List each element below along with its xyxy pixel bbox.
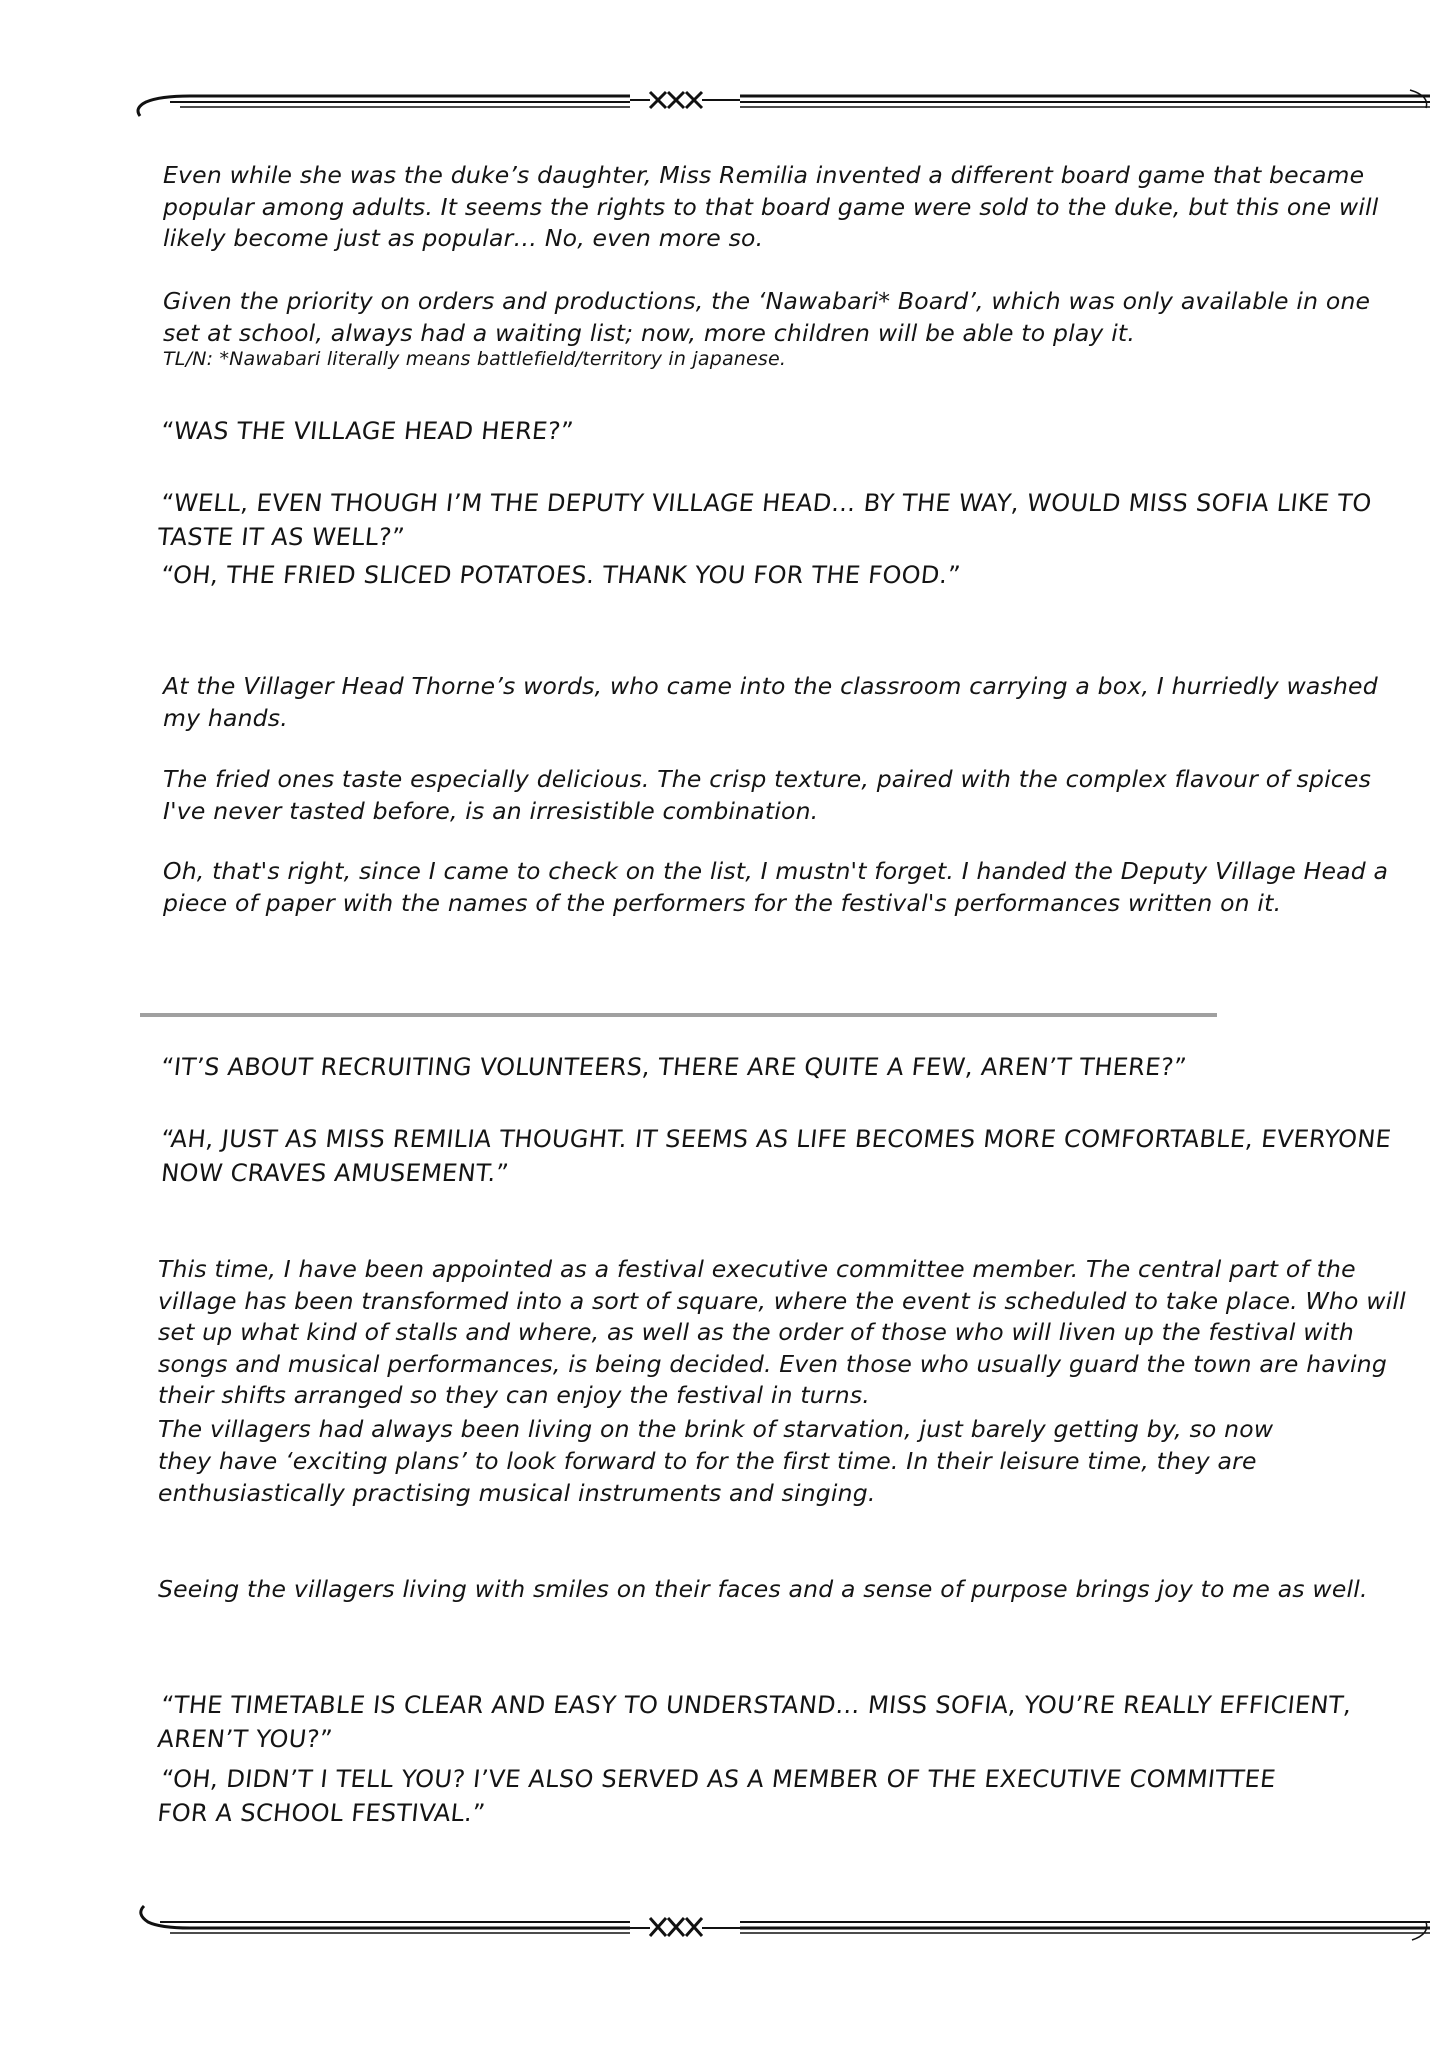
dialogue-recruiting-volunteers: “IT’S ABOUT RECRUITING VOLUNTEERS, THERE ARE QUITE A FEW, AREN’T THERE?” [159,1053,1188,1081]
dialogue-timetable: “THE TIMETABLE IS CLEAR AND EASY TO UNDERSTAND… MISS SOFIA, YOU’RE REALLY EFFICIENT, AREN’T YOU?” [156,1691,1354,1753]
translator-note: TL/N: *Nawabari literally means battlefield/territory in japanese. [163,348,787,370]
paragraph-villagers-starvation-line1: The villagers had always been living on the brink of starvation, just barely getting by, so now [158,1415,1274,1443]
paragraph-joy: Seeing the villagers living with smiles on their faces and a sense of purpose brings joy to me as well. [158,1575,1368,1603]
paragraph-villagers-starvation-rest: they have ‘exciting plans’ to look forward to for the first time. In their leisure time, they are enthusiastically practising musical instruments and singing. [158,1447,1257,1507]
paragraph-festival-committee: This time, I have been appointed as a festival executive committee member. The central part of the village has been transformed into a sort of square, where the event is scheduled to take place. Who will set up what kind of stalls and where, as well as the order of those who will liven up the festival with songs and musical performances, is being decided. Even those who usually guard the town are having their shifts arranged so they can enjoy the festival in turns. [158,1255,1406,1409]
section-separator [140,1013,1217,1017]
dialogue-fried-potatoes: “OH, THE FRIED SLICED POTATOES. THANK YOU FOR THE FOOD.” [159,561,962,589]
top-ornament-divider [130,78,1440,128]
dialogue-craves-amusement-line2: NOW CRAVES AMUSEMENT.” [159,1159,511,1187]
dialogue-craves-amusement-line1: “AH, JUST AS MISS REMILIA THOUGHT. IT SEEMS AS LIFE BECOMES MORE COMFORTABLE, EVERYONE [159,1125,1393,1153]
dialogue-village-head: “WAS THE VILLAGE HEAD HERE?” [159,417,575,445]
paragraph-board-game: Even while she was the duke’s daughter, Miss Remilia invented a different board game that became popular among adults. It seems the rights to that board game were sold to the duke, but this one will likely become just as popular… No, even more so. [163,161,1379,252]
paragraph-nawabari-board: Given the priority on orders and productions, the ‘Nawabari* Board’, which was only available in one set at school, always had a waiting list; now, more children will be able to play it. [163,287,1371,347]
dialogue-school-festival: “OH, DIDN’T I TELL YOU? I’VE ALSO SERVED AS A MEMBER OF THE EXECUTIVE COMMITTEE FOR A SCHOOL FESTIVAL.” [156,1765,1278,1827]
paragraph-performer-list: Oh, that's right, since I came to check on the list, I mustn't forget. I handed the Deputy Village Head a piece of paper with the names of the performers for the festival's performances written on it. [163,857,1389,917]
paragraph-washed-hands: At the Villager Head Thorne’s words, who came into the classroom carrying a box, I hurriedly washed my hands. [163,672,1378,732]
bottom-ornament-divider [130,1900,1440,1950]
paragraph-fried-taste: The fried ones taste especially delicious. The crisp texture, paired with the complex flavour of spices I've never tasted before, is an irresistible combination. [163,765,1372,825]
dialogue-deputy-village-head: “WELL, EVEN THOUGH I’M THE DEPUTY VILLAGE HEAD… BY THE WAY, WOULD MISS SOFIA LIKE TO TASTE IT AS WELL?” [156,489,1374,551]
